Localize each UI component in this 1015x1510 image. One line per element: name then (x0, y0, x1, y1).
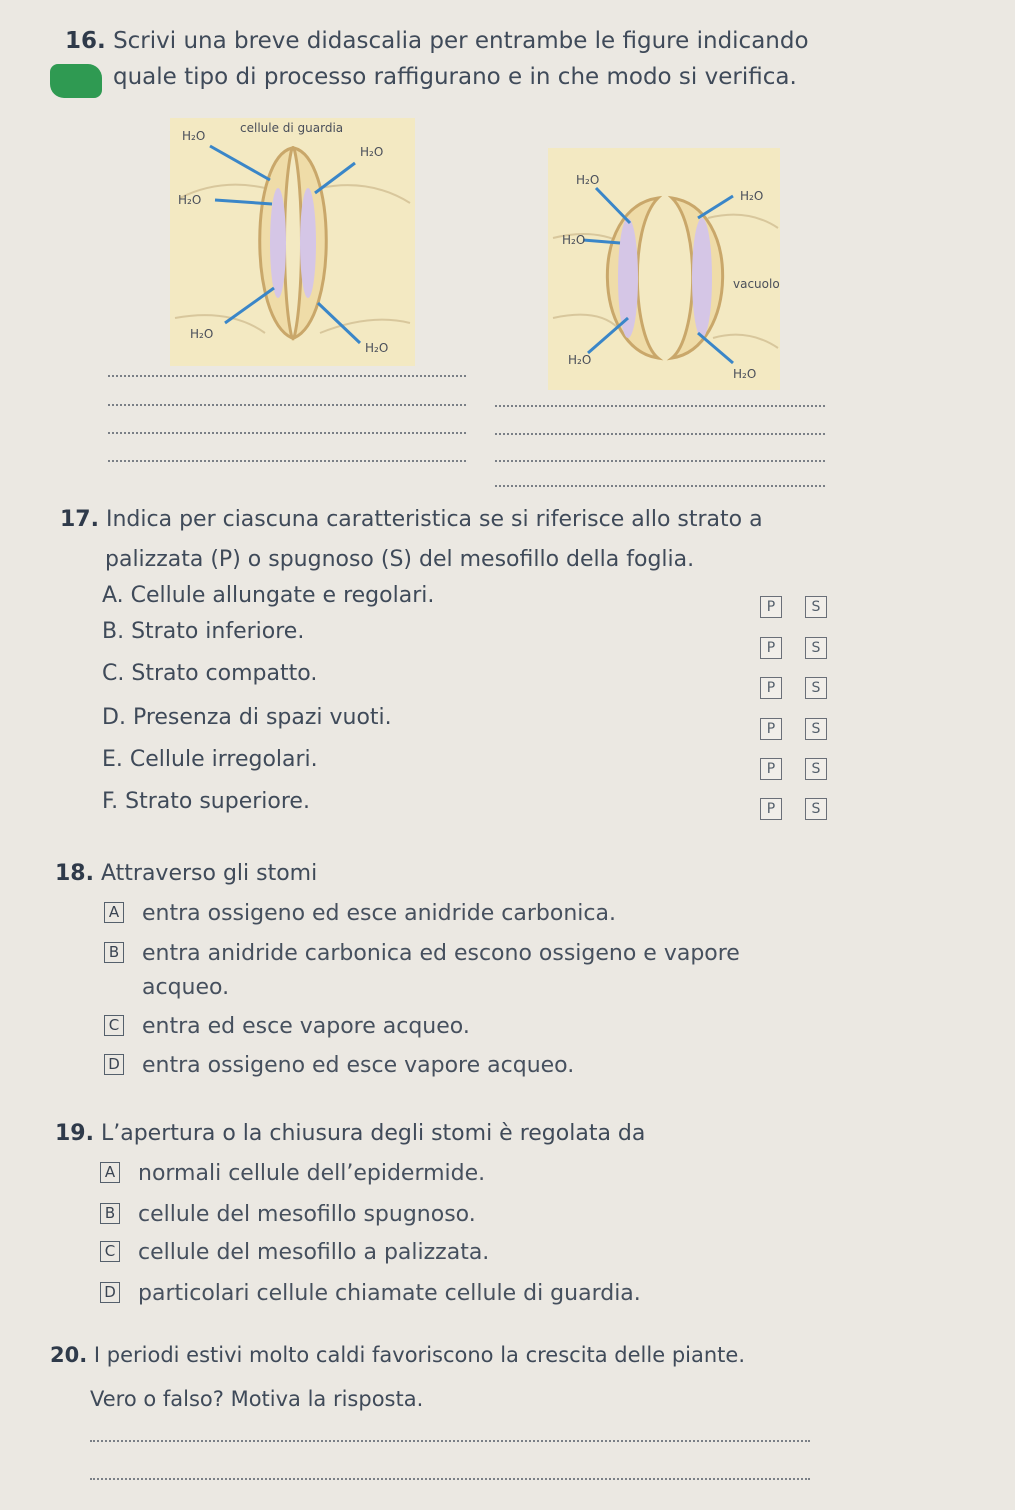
fig1-h2o-label: H₂O (365, 341, 389, 355)
q19-stem: L’apertura o la chiusura degli stomi è regolata da (100, 1121, 646, 1146)
q19-option-d-text: particolari cellule chiamate cellule di guardia. (138, 1281, 641, 1306)
guard-cells-label: cellule di guardia (240, 121, 344, 135)
q16-line1 (65, 26, 809, 57)
item-letter: D. (102, 705, 126, 730)
answer-line[interactable] (108, 404, 466, 406)
checkbox-p-d[interactable]: P (760, 718, 782, 740)
q19-option-b-box[interactable]: B (100, 1203, 120, 1224)
q17-item-e (102, 744, 318, 775)
answer-line[interactable] (108, 432, 466, 434)
checkbox-p-f[interactable]: P (760, 798, 782, 820)
vacuole-right (692, 218, 712, 338)
answer-line[interactable] (108, 460, 466, 462)
answer-line[interactable] (495, 485, 825, 487)
exercise-pencil-icon (50, 64, 102, 98)
answer-line[interactable] (495, 433, 825, 435)
checkbox-p-b[interactable]: P (760, 637, 782, 659)
q17-number: 17. (60, 507, 99, 532)
q18-stem-line (55, 858, 317, 889)
checkbox-s-b[interactable]: S (805, 637, 827, 659)
vacuole-left (618, 218, 638, 338)
q17-item-d (102, 702, 392, 733)
q18-option-b-text-cont: acqueo. (142, 975, 230, 1000)
q17-item-a (102, 580, 434, 611)
checkbox-s-c[interactable]: S (805, 677, 827, 699)
answer-line[interactable] (495, 405, 825, 407)
q18-stem: Attraverso gli stomi (100, 861, 318, 886)
item-text: Strato inferiore. (131, 619, 305, 644)
checkbox-p-e[interactable]: P (760, 758, 782, 780)
q17-line2: palizzata (P) o spugnoso (S) del mesofillo della foglia. (105, 547, 695, 572)
q18-option-d-box[interactable]: D (104, 1054, 124, 1075)
q17-line1 (60, 504, 763, 535)
item-text: Presenza di spazi vuoti. (132, 705, 392, 730)
q16-line2: quale tipo di processo raffigurano e in che modo si verifica. (113, 64, 797, 90)
q20-line1 (50, 1340, 745, 1371)
q18-option-a-box[interactable]: A (104, 902, 124, 923)
q17-text-1: Indica per ciascuna caratteristica se si riferisce allo strato a (105, 507, 763, 532)
fig2-h2o-label: H₂O (576, 173, 600, 187)
item-letter: C. (102, 661, 125, 686)
q18-option-c-text: entra ed esce vapore acqueo. (142, 1014, 470, 1039)
item-letter: B. (102, 619, 125, 644)
answer-line[interactable] (90, 1478, 810, 1480)
q19-option-b-text: cellule del mesofillo spugnoso. (138, 1202, 476, 1227)
fig2-h2o-label: H₂O (562, 233, 586, 247)
item-text: Cellule allungate e regolari. (130, 583, 435, 608)
q16-text-1: Scrivi una breve didascalia per entrambe le figure indicando (113, 28, 809, 54)
item-text: Strato compatto. (131, 661, 318, 686)
answer-line[interactable] (108, 375, 466, 377)
fig1-h2o-label: H₂O (190, 327, 214, 341)
fig1-h2o-label: H₂O (182, 129, 206, 143)
q19-option-d-box[interactable]: D (100, 1282, 120, 1303)
item-letter: A. (102, 583, 124, 608)
q18-option-c-box[interactable]: C (104, 1015, 124, 1036)
fig2-h2o-label: H₂O (740, 189, 764, 203)
q16-number: 16. (65, 28, 106, 54)
checkbox-s-e[interactable]: S (805, 758, 827, 780)
fig1-h2o-label: H₂O (178, 193, 202, 207)
answer-line[interactable] (90, 1440, 810, 1442)
q19-option-a-box[interactable]: A (100, 1162, 120, 1183)
q18-option-b-box[interactable]: B (104, 942, 124, 963)
q19-option-c-box[interactable]: C (100, 1241, 120, 1262)
q19-number: 19. (55, 1121, 94, 1146)
q17-item-f (102, 786, 310, 817)
checkbox-s-d[interactable]: S (805, 718, 827, 740)
answer-line[interactable] (495, 460, 825, 462)
fig1-h2o-label: H₂O (360, 145, 384, 159)
vacuole-left (270, 188, 286, 298)
q19-option-c-text: cellule del mesofillo a palizzata. (138, 1240, 490, 1265)
stoma-figure-open (548, 148, 780, 390)
q17-item-c (102, 658, 317, 689)
q20-text-1: I periodi estivi molto caldi favoriscono la crescita delle piante. (93, 1343, 745, 1367)
item-text: Cellule irregolari. (129, 747, 318, 772)
fig2-h2o-label: H₂O (568, 353, 592, 367)
vacuole-label: vacuolo (733, 277, 780, 291)
q20-line2: Vero o falso? Motiva la risposta. (90, 1387, 424, 1411)
item-letter: F. (102, 789, 119, 814)
q19-stem-line (55, 1118, 645, 1149)
q17-item-b (102, 616, 304, 647)
fig2-h2o-label: H₂O (733, 367, 757, 381)
checkbox-p-c[interactable]: P (760, 677, 782, 699)
checkbox-s-a[interactable]: S (805, 596, 827, 618)
q18-option-a-text: entra ossigeno ed esce anidride carbonica. (142, 901, 616, 926)
checkbox-p-a[interactable]: P (760, 596, 782, 618)
item-text: Strato superiore. (125, 789, 310, 814)
q19-option-a-text: normali cellule dell’epidermide. (138, 1161, 486, 1186)
stoma-figure-closed (170, 118, 415, 366)
item-letter: E. (102, 747, 123, 772)
checkbox-s-f[interactable]: S (805, 798, 827, 820)
q18-option-b-text: entra anidride carbonica ed escono ossigeno e vapore (142, 941, 740, 966)
vacuole-right (300, 188, 316, 298)
q20-number: 20. (50, 1343, 88, 1367)
q18-option-d-text: entra ossigeno ed esce vapore acqueo. (142, 1053, 575, 1078)
q18-number: 18. (55, 861, 94, 886)
